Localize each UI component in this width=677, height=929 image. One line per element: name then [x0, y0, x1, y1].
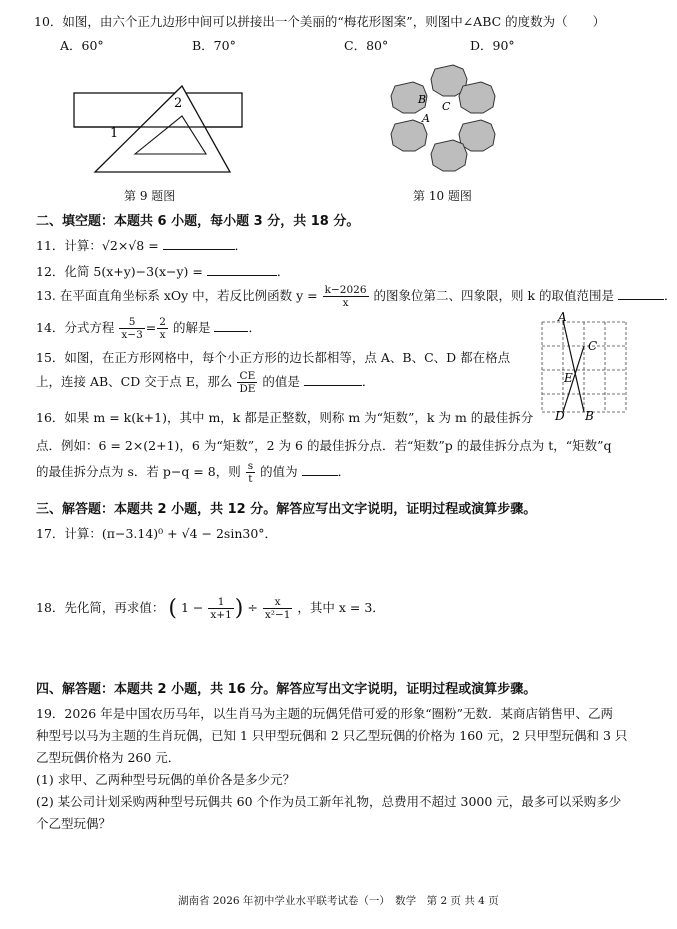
q18-f2-num: x: [263, 596, 293, 609]
q13-answer-blank[interactable]: [618, 299, 664, 300]
q14-right-den: x: [159, 329, 166, 341]
q18-f1-den: x+1: [210, 609, 232, 621]
q15-answer-blank[interactable]: [304, 385, 362, 386]
q14-left-fraction: [119, 316, 144, 341]
nonagon-top-right: [459, 82, 495, 113]
q18-prefix: 18．先化简，再求值：: [36, 600, 165, 615]
q14-suffix: 的解是: [172, 320, 211, 335]
q16-line3-prefix: 的最佳拆分点为 s．若 p−q = 8，则: [36, 464, 241, 479]
q15-line2: 上，连接 AB、CD 交于点 E，那么 $\frac{CE}{DE}$ 的值是 ．: [36, 370, 375, 395]
point-b-label: B: [418, 93, 427, 106]
q11: 11．计算：√2×√8 = ．: [36, 238, 248, 253]
q15-frac-num: CE: [237, 370, 257, 383]
q19-sub2-line1: (2) 某公司计划采购两种型号玩偶共 60 个作为员工新年礼物，总费用不超过 3000 元，最多可以采购多少: [36, 794, 622, 809]
q11-text: 11．计算：√2×√8 =: [36, 238, 159, 253]
q16-line1: 16．如果 m = k(k+1)，其中 m，k 都是正整数，则称 m 为“矩数”，k 为 m 的最佳拆分: [36, 410, 534, 425]
q14-right-num: 2: [159, 316, 166, 328]
q14-left-num: 5: [119, 316, 144, 329]
figure9-caption: 第 9 题图: [124, 189, 176, 203]
q18-div: ÷: [247, 600, 258, 615]
q19-line2: 种型号以马为主题的生肖玩偶，已知 1 只甲型玩偶和 2 只乙型玩偶的价格为 160 元，2 只甲型玩偶和 3 只: [36, 728, 628, 743]
section3-header: 三、解答题：本题共 2 小题，共 12 分。解答应写出文字说明，证明过程或演算步骤。: [36, 502, 537, 517]
page-footer: 湖南省 2026 年初中学业水平联考试卷（一） 数学 第 2 页 共 4 页: [178, 895, 499, 907]
q16-line2: 点．例如：6 = 2×(2+1)，6 为“矩数”，2 为 6 的最佳拆分点．若“矩数”p 的最佳拆分点为 t，“矩数”q: [36, 438, 612, 453]
q18-fraction-1: [208, 596, 233, 621]
figure9-diagram: [60, 80, 250, 180]
q16-line3-suffix: 的值为: [260, 464, 298, 479]
grid-point-b: B: [585, 409, 594, 423]
q17-text: 17．计算：(π−3.14)⁰ + √4 − 2sin30°．: [36, 526, 278, 541]
section4-header: 四、解答题：本题共 2 小题，共 16 分。解答应写出文字说明，证明过程或演算步骤。: [36, 682, 537, 697]
q13-suffix: 的图象位第二、四象限，则 k 的取值范围是: [373, 288, 615, 303]
q14: 14．分式方程 $\frac{5}{x-3}$ = $\frac{2}{x}$ 的解是 ．: [36, 316, 261, 341]
q10-option-b: B．70°: [192, 38, 236, 53]
angle-1-label: 1: [110, 126, 119, 141]
q18-f1-num: 1: [208, 596, 233, 609]
q18-fraction-2: [263, 596, 293, 621]
segment-ab: [563, 320, 584, 412]
q10-option-c: C．80°: [344, 38, 389, 53]
q19-sub2-line2: 个乙型玩偶？: [36, 816, 112, 831]
figure10-caption: 第 10 题图: [413, 189, 472, 203]
q15-fraction: [237, 370, 257, 395]
q12-answer-blank[interactable]: [207, 275, 277, 276]
q18: 18．先化简，再求值： ( 1 − $\frac{1}{x+1}$ ) ÷ $\frac{x}{\text{x²−1}}$ ，其中 x = 3．: [36, 596, 385, 621]
grid-point-e: E: [564, 371, 573, 385]
q19-line1: 19．2026 年是中国农历马年，以生肖马为主题的玩偶凭借可爱的形象“圈粉”无数．某商店销售甲、乙两: [36, 706, 613, 721]
q15-line2-prefix: 上，连接 AB、CD 交于点 E，那么: [36, 374, 233, 389]
angle-2-label: 2: [174, 96, 183, 111]
q10-stem: 10．如图，由六个正九边形中间可以拼接出一个美丽的“梅花形图案”，则图中∠ABC 的度数为（ ）: [34, 14, 606, 29]
q18-part1: 1 −: [180, 600, 204, 615]
q11-answer-blank[interactable]: [163, 249, 235, 250]
q12: 12．化简 5(x+y)−3(x−y) = ．: [36, 264, 290, 279]
q15-frac-den: DE: [239, 383, 256, 395]
q10-option-a: A．60°: [60, 38, 104, 53]
q18-f2-den: x²−1: [264, 609, 291, 621]
q16-line3: 的最佳拆分点为 s．若 p−q = 8，则 $\frac{s}{t}$ 的值为 ．: [36, 460, 351, 485]
q10-option-d: D．90°: [470, 38, 515, 53]
q15-line2-suffix: 的值是: [262, 374, 300, 389]
q14-answer-blank[interactable]: [214, 331, 248, 332]
q14-prefix: 14．分式方程: [36, 320, 115, 335]
q19-sub1: (1) 求甲、乙两种型号玩偶的单价各是多少元？: [36, 772, 296, 787]
section2-header: 二、填空题：本题共 6 小题，每小题 3 分，共 18 分。: [36, 214, 360, 229]
q16-fraction: [246, 460, 255, 485]
q12-text: 12．化简 5(x+y)−3(x−y) =: [36, 264, 203, 279]
grid-point-a: A: [558, 310, 567, 324]
q19-line3: 乙型玩偶价格为 260 元．: [36, 750, 181, 765]
figure10-diagram: [385, 60, 500, 185]
q16-answer-blank[interactable]: [302, 475, 338, 476]
q13-fraction: [323, 284, 369, 309]
q14-right-fraction: [157, 316, 168, 341]
q13: 13. 在平面直角坐标系 xOy 中，若反比例函数 y = $\frac{k-2026}{x}$ 的图象位第二、四象限，则 k 的取值范围是 ．: [36, 284, 677, 309]
nonagon-bottom: [431, 140, 467, 171]
q13-prefix: 13. 在平面直角坐标系 xOy 中，若反比例函数 y =: [36, 288, 318, 303]
grid-point-c: C: [588, 339, 598, 353]
grid-point-d: D: [555, 409, 565, 423]
q14-left-den: x−3: [121, 329, 143, 341]
point-c-label: C: [442, 100, 451, 113]
point-a-label: A: [422, 112, 430, 125]
q13-frac-den: x: [342, 297, 349, 309]
q16-frac-num: s: [247, 460, 254, 472]
q15-grid-diagram: [538, 312, 630, 422]
q18-suffix: ，其中 x = 3．: [297, 600, 385, 615]
q16-frac-den: t: [248, 473, 253, 485]
q15-line1: 15．如图，在正方形网格中，每个小正方形的边长都相等，点 A、B、C、D 都在格点: [36, 350, 511, 365]
q13-frac-num: k−2026: [324, 284, 367, 296]
